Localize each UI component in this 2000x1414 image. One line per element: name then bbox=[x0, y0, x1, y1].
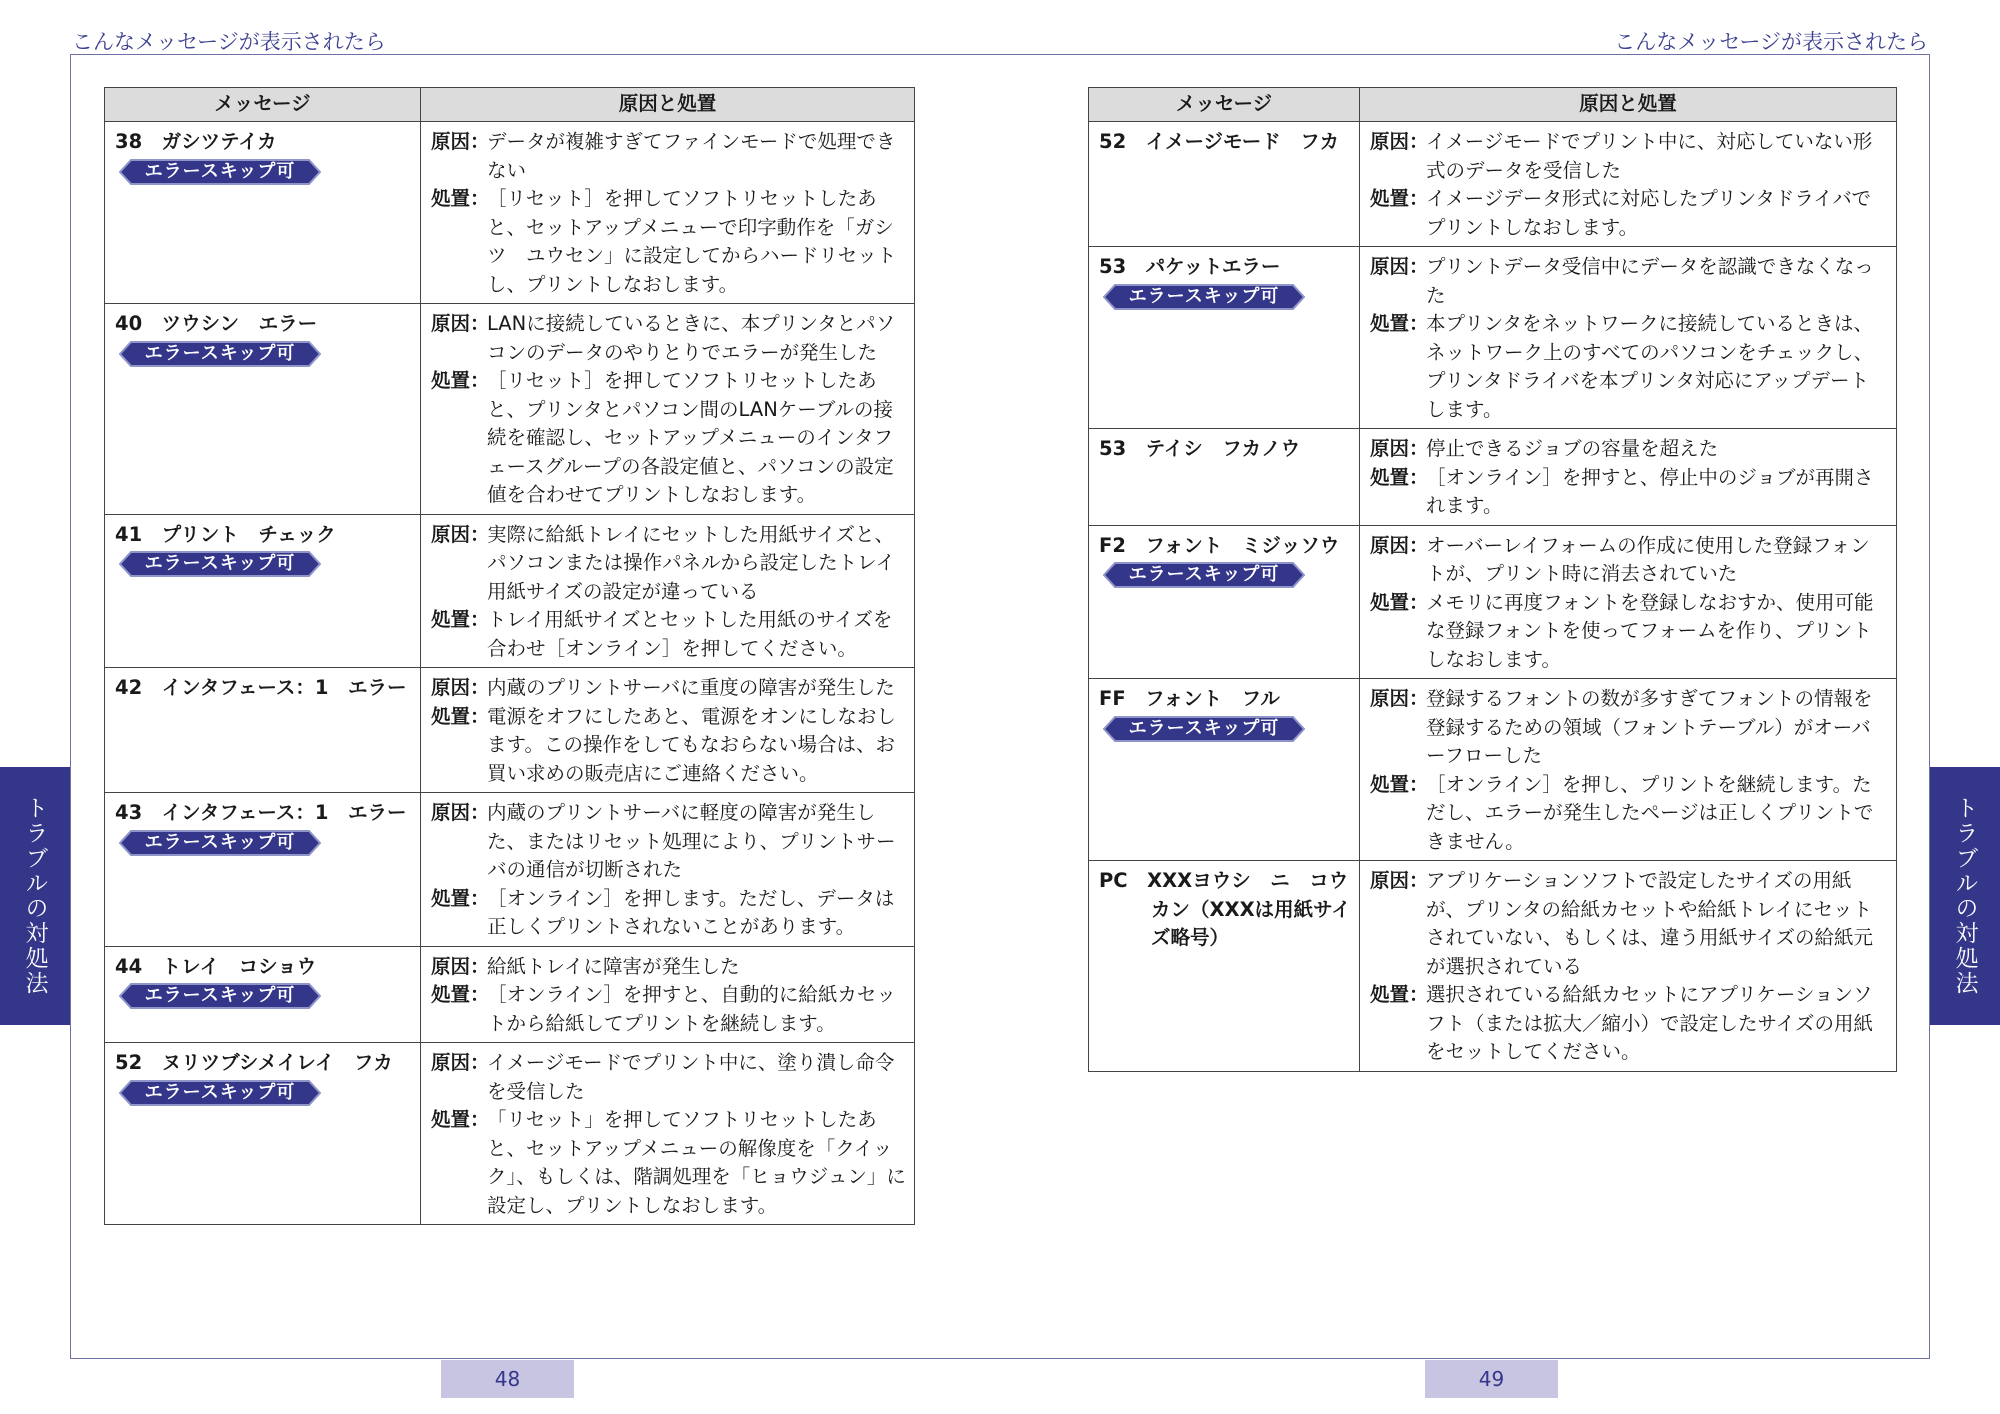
cause-action-cell bbox=[421, 1043, 915, 1225]
action-line bbox=[431, 981, 906, 1038]
table-row bbox=[1089, 429, 1897, 526]
cause-text: LANに接続しているときに、本プリンタとパソコンのデータのやりとりでエラーが発生した bbox=[487, 312, 896, 364]
action-text: ［リセット］を押してソフトリセットしたあと、セットアップメニューで印字動作を「ガシツ ユウセン」に設定してからハードリセットし、プリントしなおします。 bbox=[487, 187, 897, 296]
message-cell bbox=[1089, 429, 1360, 526]
cause-line bbox=[431, 310, 906, 367]
cause-line bbox=[431, 674, 906, 703]
message-cell bbox=[1089, 861, 1360, 1072]
cause-line bbox=[431, 128, 906, 185]
cause-action-cell bbox=[1360, 861, 1897, 1072]
action-text: ［オンライン］を押すと、停止中のジョブが再開されます。 bbox=[1426, 465, 1874, 517]
action-line bbox=[431, 885, 906, 942]
cause-action-cell bbox=[1360, 525, 1897, 679]
error-skip-badge-label: エラースキップ可 bbox=[144, 553, 296, 574]
table-row bbox=[105, 304, 915, 515]
cause-text: 給紙トレイに障害が発生した bbox=[487, 954, 740, 978]
error-skip-badge-label: エラースキップ可 bbox=[144, 831, 296, 853]
action-text: トレイ用紙サイズとセットした用紙のサイズを合わせ［オンライン］を押してください。 bbox=[487, 608, 893, 660]
message-table-right bbox=[1088, 87, 1897, 1072]
cause-line bbox=[431, 521, 906, 607]
error-skip-badge bbox=[119, 159, 321, 185]
error-skip-badge bbox=[1103, 562, 1305, 588]
cause-line bbox=[1370, 253, 1888, 310]
table-row bbox=[1089, 861, 1897, 1072]
cause-line bbox=[1370, 435, 1888, 464]
table-row bbox=[105, 946, 915, 1043]
action-line bbox=[1370, 589, 1888, 675]
side-tab-left: トラブルの対処法 bbox=[0, 767, 70, 1025]
cause-label: 原因： bbox=[431, 312, 490, 335]
error-skip-badge-label: エラースキップ可 bbox=[144, 1081, 296, 1103]
message-table-left bbox=[104, 87, 915, 1225]
cause-action-cell bbox=[421, 514, 915, 668]
cause-line bbox=[431, 953, 906, 982]
cause-action-cell bbox=[421, 793, 915, 947]
column-header-message: メッセージ bbox=[1089, 88, 1360, 122]
message-code: 44 トレイ コショウ bbox=[115, 954, 317, 978]
cause-line bbox=[431, 1049, 906, 1106]
cause-label: 原因： bbox=[1370, 687, 1429, 710]
cause-label: 原因： bbox=[431, 676, 490, 699]
column-header-cause-action: 原因と処置 bbox=[421, 88, 915, 122]
table-row bbox=[1089, 679, 1897, 861]
action-text: 選択されている給紙カセットにアプリケーションソフト（または拡大／縮小）で設定したサイズの用紙をセットしてください。 bbox=[1426, 983, 1873, 1063]
error-skip-badge-label: エラースキップ可 bbox=[144, 160, 296, 182]
action-line bbox=[1370, 771, 1888, 857]
cause-text: データが複雑すぎてファインモードで処理できない bbox=[487, 130, 896, 182]
action-label: 処置： bbox=[1370, 187, 1429, 210]
message-code: 52 ヌリツブシメイレイ フカ bbox=[115, 1051, 393, 1074]
table-body-left bbox=[105, 122, 915, 1225]
action-text: イメージデータ形式に対応したプリンタドライバでプリントしなおします。 bbox=[1426, 187, 1871, 239]
cause-action-cell bbox=[1360, 679, 1897, 861]
message-code: F2 フォント ミジッソウ bbox=[1099, 533, 1340, 557]
header-title-left: こんなメッセージが表示されたら bbox=[72, 30, 386, 54]
error-skip-badge bbox=[119, 341, 321, 367]
cause-action-cell bbox=[421, 304, 915, 515]
cause-action-cell bbox=[1360, 122, 1897, 247]
header-title-right: こんなメッセージが表示されたら bbox=[1614, 30, 1928, 54]
cause-label: 原因： bbox=[431, 1051, 490, 1074]
table-row bbox=[105, 1043, 915, 1225]
action-label: 処置： bbox=[431, 983, 490, 1006]
action-line bbox=[1370, 464, 1888, 521]
column-header-message: メッセージ bbox=[105, 88, 421, 122]
action-line bbox=[431, 703, 906, 789]
action-label: 処置： bbox=[431, 187, 490, 210]
cause-text: 停止できるジョブの容量を超えた bbox=[1426, 437, 1719, 460]
action-text: 「リセット」を押してソフトリセットしたあと、セットアップメニューの解像度を「クイック」、もしくは、階調処理を「ヒョウジュン」に設定し、プリントしなおします。 bbox=[487, 1108, 906, 1217]
cause-line bbox=[1370, 867, 1888, 981]
error-skip-badge-label: エラースキップ可 bbox=[1128, 564, 1280, 585]
cause-label: 原因： bbox=[1370, 533, 1429, 557]
cause-line bbox=[431, 799, 906, 885]
action-text: 電源をオフにしたあと、電源をオンにしなおします。この操作をしてもなおらない場合は、お買い求めの販売店にご連絡ください。 bbox=[487, 704, 896, 785]
table-row bbox=[105, 122, 915, 304]
message-code: 53 テイシ フカノウ bbox=[1099, 437, 1301, 460]
action-line bbox=[431, 367, 906, 510]
action-line bbox=[431, 606, 906, 663]
message-cell bbox=[1089, 122, 1360, 247]
cause-text: イメージモードでプリント中に、対応していない形式のデータを受信した bbox=[1426, 130, 1873, 182]
table-row bbox=[1089, 525, 1897, 679]
cause-label: 原因： bbox=[431, 954, 490, 978]
cause-label: 原因： bbox=[1370, 255, 1429, 278]
message-code: 38 ガシツテイカ bbox=[115, 130, 277, 153]
cause-line bbox=[1370, 685, 1888, 771]
column-header-cause-action: 原因と処置 bbox=[1360, 88, 1897, 122]
action-text: ［オンライン］を押し、プリントを継続します。ただし、エラーが発生したページは正しくプリントできません。 bbox=[1426, 772, 1874, 853]
error-skip-badge-label: エラースキップ可 bbox=[1128, 285, 1280, 307]
action-line bbox=[431, 185, 906, 299]
cause-line bbox=[1370, 532, 1888, 589]
cause-text: アプリケーションソフトで設定したサイズの用紙が、プリンタの給紙カセットや給紙トレイにセットされていない、もしくは、違う用紙サイズの給紙元が選択されている bbox=[1426, 869, 1873, 978]
message-cell bbox=[1089, 247, 1360, 429]
cause-text: イメージモードでプリント中に、塗り潰し命令を受信した bbox=[487, 1051, 895, 1103]
message-code: 52 イメージモード フカ bbox=[1099, 130, 1340, 153]
table-row bbox=[1089, 247, 1897, 429]
action-line bbox=[1370, 981, 1888, 1067]
cause-text: プリントデータ受信中にデータを認識できなくなった bbox=[1426, 255, 1874, 307]
cause-label: 原因： bbox=[1370, 437, 1429, 460]
error-skip-badge bbox=[119, 1080, 321, 1106]
cause-action-cell bbox=[1360, 429, 1897, 526]
cause-action-cell bbox=[421, 668, 915, 793]
message-cell bbox=[1089, 679, 1360, 861]
cause-action-cell bbox=[421, 946, 915, 1043]
error-skip-badge bbox=[119, 830, 321, 856]
cause-action-cell bbox=[421, 122, 915, 304]
message-cell bbox=[105, 793, 421, 947]
message-code: 53 パケットエラー bbox=[1099, 255, 1281, 278]
message-cell bbox=[1089, 525, 1360, 679]
message-cell bbox=[105, 1043, 421, 1225]
action-label: 処置： bbox=[431, 886, 490, 910]
action-text: メモリに再度フォントを登録しなおすか、使用可能な登録フォントを使ってフォームを作り、プリントしなおします。 bbox=[1426, 590, 1874, 671]
message-cell bbox=[105, 946, 421, 1043]
table-body-right bbox=[1089, 122, 1897, 1072]
action-label: 処置： bbox=[431, 704, 490, 728]
side-tab-right: トラブルの対処法 bbox=[1930, 767, 2000, 1025]
cause-label: 原因： bbox=[431, 801, 490, 824]
message-code: PC XXXヨウシ ニ コウカン（XXXは用紙サイズ略号） bbox=[1099, 869, 1351, 949]
cause-text: 内蔵のプリントサーバに軽度の障害が発生した、またはリセット処理により、プリントサーバの通信が切断された bbox=[487, 801, 896, 881]
table-row bbox=[105, 793, 915, 947]
action-label: 処置： bbox=[1370, 465, 1429, 489]
action-label: 処置： bbox=[1370, 983, 1429, 1006]
message-code: 42 インタフェース：1 エラー bbox=[115, 676, 407, 699]
action-text: ［オンライン］を押します。ただし、データは正しくプリントされないことがあります。 bbox=[487, 886, 895, 938]
cause-line bbox=[1370, 128, 1888, 185]
cause-action-cell bbox=[1360, 247, 1897, 429]
cause-label: 原因： bbox=[431, 130, 490, 153]
action-label: 処置： bbox=[431, 608, 490, 631]
action-label: 処置： bbox=[1370, 590, 1429, 614]
message-code: 40 ツウシン エラー bbox=[115, 312, 318, 335]
message-cell bbox=[105, 304, 421, 515]
action-label: 処置： bbox=[1370, 312, 1429, 335]
action-label: 処置： bbox=[431, 1108, 490, 1131]
action-text: 本プリンタをネットワークに接続しているときは、ネットワーク上のすべてのパソコンをチェックし、プリンタドライバを本プリンタ対応にアップデートします。 bbox=[1426, 312, 1874, 421]
page-number-right: 49 bbox=[1425, 1360, 1558, 1398]
message-cell bbox=[105, 668, 421, 793]
cause-text: 実際に給紙トレイにセットした用紙サイズと、パソコンまたは操作パネルから設定したトレイ用紙サイズの設定が違っている bbox=[487, 522, 896, 603]
cause-label: 原因： bbox=[431, 522, 490, 546]
message-cell bbox=[105, 122, 421, 304]
table-row bbox=[105, 514, 915, 668]
error-skip-badge bbox=[119, 551, 321, 577]
error-skip-badge-label: エラースキップ可 bbox=[144, 342, 296, 364]
action-line bbox=[1370, 185, 1888, 242]
action-text: ［リセット］を押してソフトリセットしたあと、プリンタとパソコン間のLANケーブルの接続を確認し、セットアップメニューのインタフェースグループの各設定値と、パソコンの設定値を合わせてプリントしなおします。 bbox=[487, 369, 894, 506]
error-skip-badge-label: エラースキップ可 bbox=[144, 985, 296, 1006]
cause-text: 登録するフォントの数が多すぎてフォントの情報を登録するための領域（フォントテーブル）がオーバーフローした bbox=[1426, 687, 1873, 767]
action-label: 処置： bbox=[431, 369, 490, 392]
cause-label: 原因： bbox=[1370, 869, 1429, 892]
page-number-left: 48 bbox=[441, 1360, 574, 1398]
cause-label: 原因： bbox=[1370, 130, 1429, 153]
action-line bbox=[1370, 310, 1888, 424]
table-row bbox=[1089, 122, 1897, 247]
cause-text: 内蔵のプリントサーバに重度の障害が発生した bbox=[487, 676, 895, 699]
action-text: ［オンライン］を押すと、自動的に給紙カセットから給紙してプリントを継続します。 bbox=[487, 983, 896, 1035]
cause-text: オーバーレイフォームの作成に使用した登録フォントが、プリント時に消去されていた bbox=[1426, 533, 1870, 585]
message-code: 43 インタフェース：1 エラー bbox=[115, 801, 407, 824]
table-row bbox=[105, 668, 915, 793]
message-cell bbox=[105, 514, 421, 668]
message-code: 41 プリント チェック bbox=[115, 522, 336, 546]
action-line bbox=[431, 1106, 906, 1220]
message-code: FF フォント フル bbox=[1099, 687, 1280, 710]
error-skip-badge bbox=[1103, 284, 1305, 310]
error-skip-badge bbox=[1103, 716, 1305, 742]
action-label: 処置： bbox=[1370, 772, 1429, 796]
error-skip-badge-label: エラースキップ可 bbox=[1128, 717, 1280, 739]
error-skip-badge bbox=[119, 983, 321, 1009]
